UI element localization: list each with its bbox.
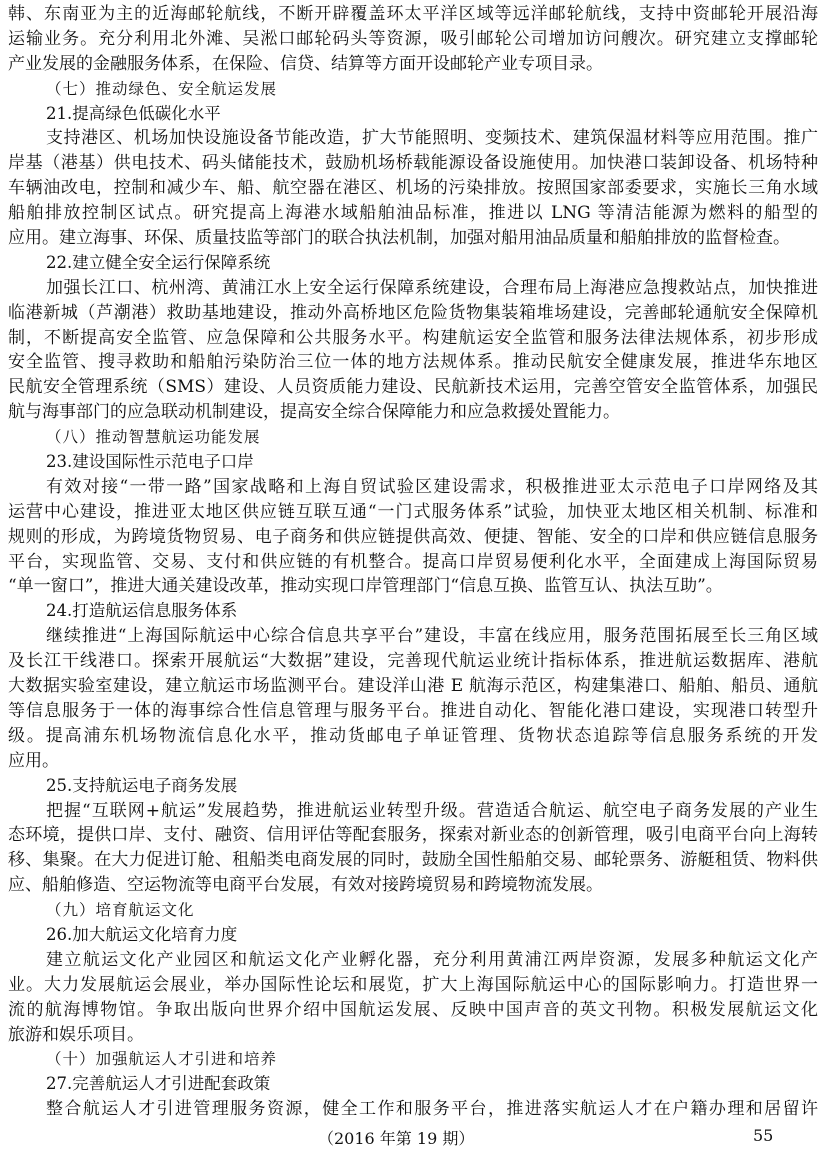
text-line: “单一窗口”，推进大通关建设改革，推动实现口岸管理部门“信息互换、监管互认、执法互助”。 xyxy=(8,576,723,597)
page-number: 55 xyxy=(753,1126,774,1145)
subsection-heading: 23.建设国际性示范电子口岸 xyxy=(46,452,254,472)
text-line: 支持港区、机场加快设施设备节能改造，扩大节能照明、变频技术、建筑保温材料等应用范围。推广 xyxy=(46,128,818,149)
subsection-heading: 24.打造航运信息服务体系 xyxy=(46,601,238,621)
text-line: 业。大力发展航运会展业，举办国际性论坛和展览，扩大上海国际航运中心的国际影响力。打造世界一 xyxy=(8,974,818,995)
subsection-heading: 27.完善航运人才引进配套政策 xyxy=(46,1074,271,1094)
section-heading: （八）推动智慧航运功能发展 xyxy=(46,428,261,447)
section-heading: （十）加强航运人才引进和培养 xyxy=(46,1050,278,1069)
text-line: 运输业务。充分利用北外滩、吴淞口邮轮码头等资源，吸引邮轮公司增加访问艘次。研究建立支撑邮轮 xyxy=(8,28,818,49)
text-line: 运营中心建设，推进亚太地区供应链互联互通“一门式服务体系”试验，加快亚太地区相关机制、标准和 xyxy=(8,501,818,522)
paragraph xyxy=(8,624,818,773)
text-line: 及长江干线港口。探索开展航运“大数据”建设，完善现代航运业统计指标体系，推进航运数据库、港航 xyxy=(8,651,818,672)
paragraph xyxy=(8,1097,818,1122)
document-body xyxy=(8,2,818,1122)
text-line: 产业发展的金融服务体系，在保险、信贷、结算等方面开设邮轮产业专项目录。 xyxy=(8,53,603,74)
paragraph xyxy=(8,2,818,77)
paragraph xyxy=(8,799,818,899)
section-heading: （九）培育航运文化 xyxy=(46,901,195,920)
text-line: 大数据实验室建设，建立航运市场监测平台。建设洋山港 E 航海示范区，构建集港口、船舶、船员、通航 xyxy=(8,676,818,697)
text-line: 旅游和娱乐项目。 xyxy=(8,1024,144,1045)
text-line: 建立航运文化产业园区和航运文化产业孵化器，充分利用黄浦江两岸资源，发展多种航运文化产 xyxy=(46,949,818,970)
subsection-heading: 25.支持航运电子商务发展 xyxy=(46,775,238,795)
text-line: 态环境，提供口岸、支付、融资、信用评估等配套服务，探索对新业态的创新管理，吸引电商平台向上海转 xyxy=(8,825,818,846)
text-line: 整合航运人才引进管理服务资源，健全工作和服务平台，推进落实航运人才在户籍办理和居留许 xyxy=(46,1099,818,1120)
text-line: 级。提高浦东机场物流信息化水平，推动货邮电子单证管理、货物状态追踪等信息服务系统的开发 xyxy=(8,725,818,746)
text-line: 加强长江口、杭州湾、黄浦江水上安全运行保障系统建设，合理布局上海港应急搜救站点，加快推进 xyxy=(46,277,818,298)
text-line: 应用。 xyxy=(8,750,59,771)
text-line: 等信息服务于一体的海事综合性信息管理与服务平台。推进自动化、智能化港口建设，实现港口转型升 xyxy=(8,700,818,721)
paragraph xyxy=(8,276,818,425)
issue-label: （2016 年第 19 期） xyxy=(318,1129,475,1148)
text-line: 流的航海博物馆。争取出版向世界介绍中国航运发展、反映中国声音的英文刊物。积极发展航运文化 xyxy=(8,999,818,1020)
paragraph xyxy=(8,948,818,1048)
paragraph xyxy=(8,475,818,599)
text-line: 临港新城（芦潮港）救助基地建设，推动外高桥地区危险货物集装箱堆场建设，完善邮轮通航安全保障机 xyxy=(8,302,818,323)
text-line: 平台，实现监管、交易、支付和供应链的有机整合。提高口岸贸易便利化水平，全面建成上海国际贸易 xyxy=(8,551,818,572)
subsection-heading: 22.建立健全安全运行保障系统 xyxy=(46,252,271,272)
text-line: 应用。建立海事、环保、质量技监等部门的联合执法机制，加强对船用油品质量和船舶排放的监督检查。 xyxy=(8,228,790,249)
text-line: 民航安全管理系统（SMS）建设、人员资质能力建设、民航新技术运用，完善空管安全监管体系，加强民 xyxy=(8,377,818,398)
text-line: 移、集聚。在大力促进订舱、租船类电商发展的同时，鼓励全国性船舶交易、邮轮票务、游艇租赁、物料供 xyxy=(8,850,818,871)
text-line: 安全监管、搜寻救助和船舶污染防治三位一体的地方法规体系。推动民航安全健康发展，推进华东地区 xyxy=(8,352,818,373)
subsection-heading: 21.提高绿色低碳化水平 xyxy=(46,103,221,123)
text-line: 把握“互联网+航运”发展趋势，推进航运业转型升级。营造适合航运、航空电子商务发展的产业生 xyxy=(46,800,818,821)
text-line: 韩、东南亚为主的近海邮轮航线，不断开辟覆盖环太平洋区域等远洋邮轮航线，支持中资邮轮开展沿海 xyxy=(8,4,818,24)
paragraph xyxy=(8,126,818,250)
section-heading: （七）推动绿色、安全航运发展 xyxy=(46,79,278,98)
text-line: 应、船舶修造、空运物流等电商平台发展，有效对接跨境贸易和跨境物流发展。 xyxy=(8,875,603,896)
text-line: 车辆油改电，控制和减少车、船、航空器在港区、机场的污染排放。按照国家部委要求，实施长三角水域 xyxy=(8,178,818,199)
text-line: 规则的形成，为跨境货物贸易、电子商务和供应链提供高效、便捷、智能、安全的口岸和供应链信息服务 xyxy=(8,526,818,547)
text-line: 制，不断提高安全监管、应急保障和公共服务水平。构建航运安全监管和服务法律法规体系，初步形成 xyxy=(8,327,818,348)
text-line: 岸基（港基）供电技术、码头储能技术，鼓励机场桥载能源设备设施使用。加快港口装卸设备、机场特种 xyxy=(8,153,818,174)
text-line: 继续推进“上海国际航运中心综合信息共享平台”建设，丰富在线应用，服务范围拓展至长三角区域 xyxy=(46,626,818,647)
text-line: 船舶排放控制区试点。研究提高上海港水域船舶油品标准，推进以 LNG 等清洁能源为燃料的船型的 xyxy=(8,203,818,224)
subsection-heading: 26.加大航运文化培育力度 xyxy=(46,924,238,944)
text-line: 有效对接“一带一路”国家战略和上海自贸试验区建设需求，积极推进亚太示范电子口岸网络及其 xyxy=(46,476,818,497)
text-line: 航与海事部门的应急联动机制建设，提高安全综合保障能力和应急救援处置能力。 xyxy=(8,402,620,423)
